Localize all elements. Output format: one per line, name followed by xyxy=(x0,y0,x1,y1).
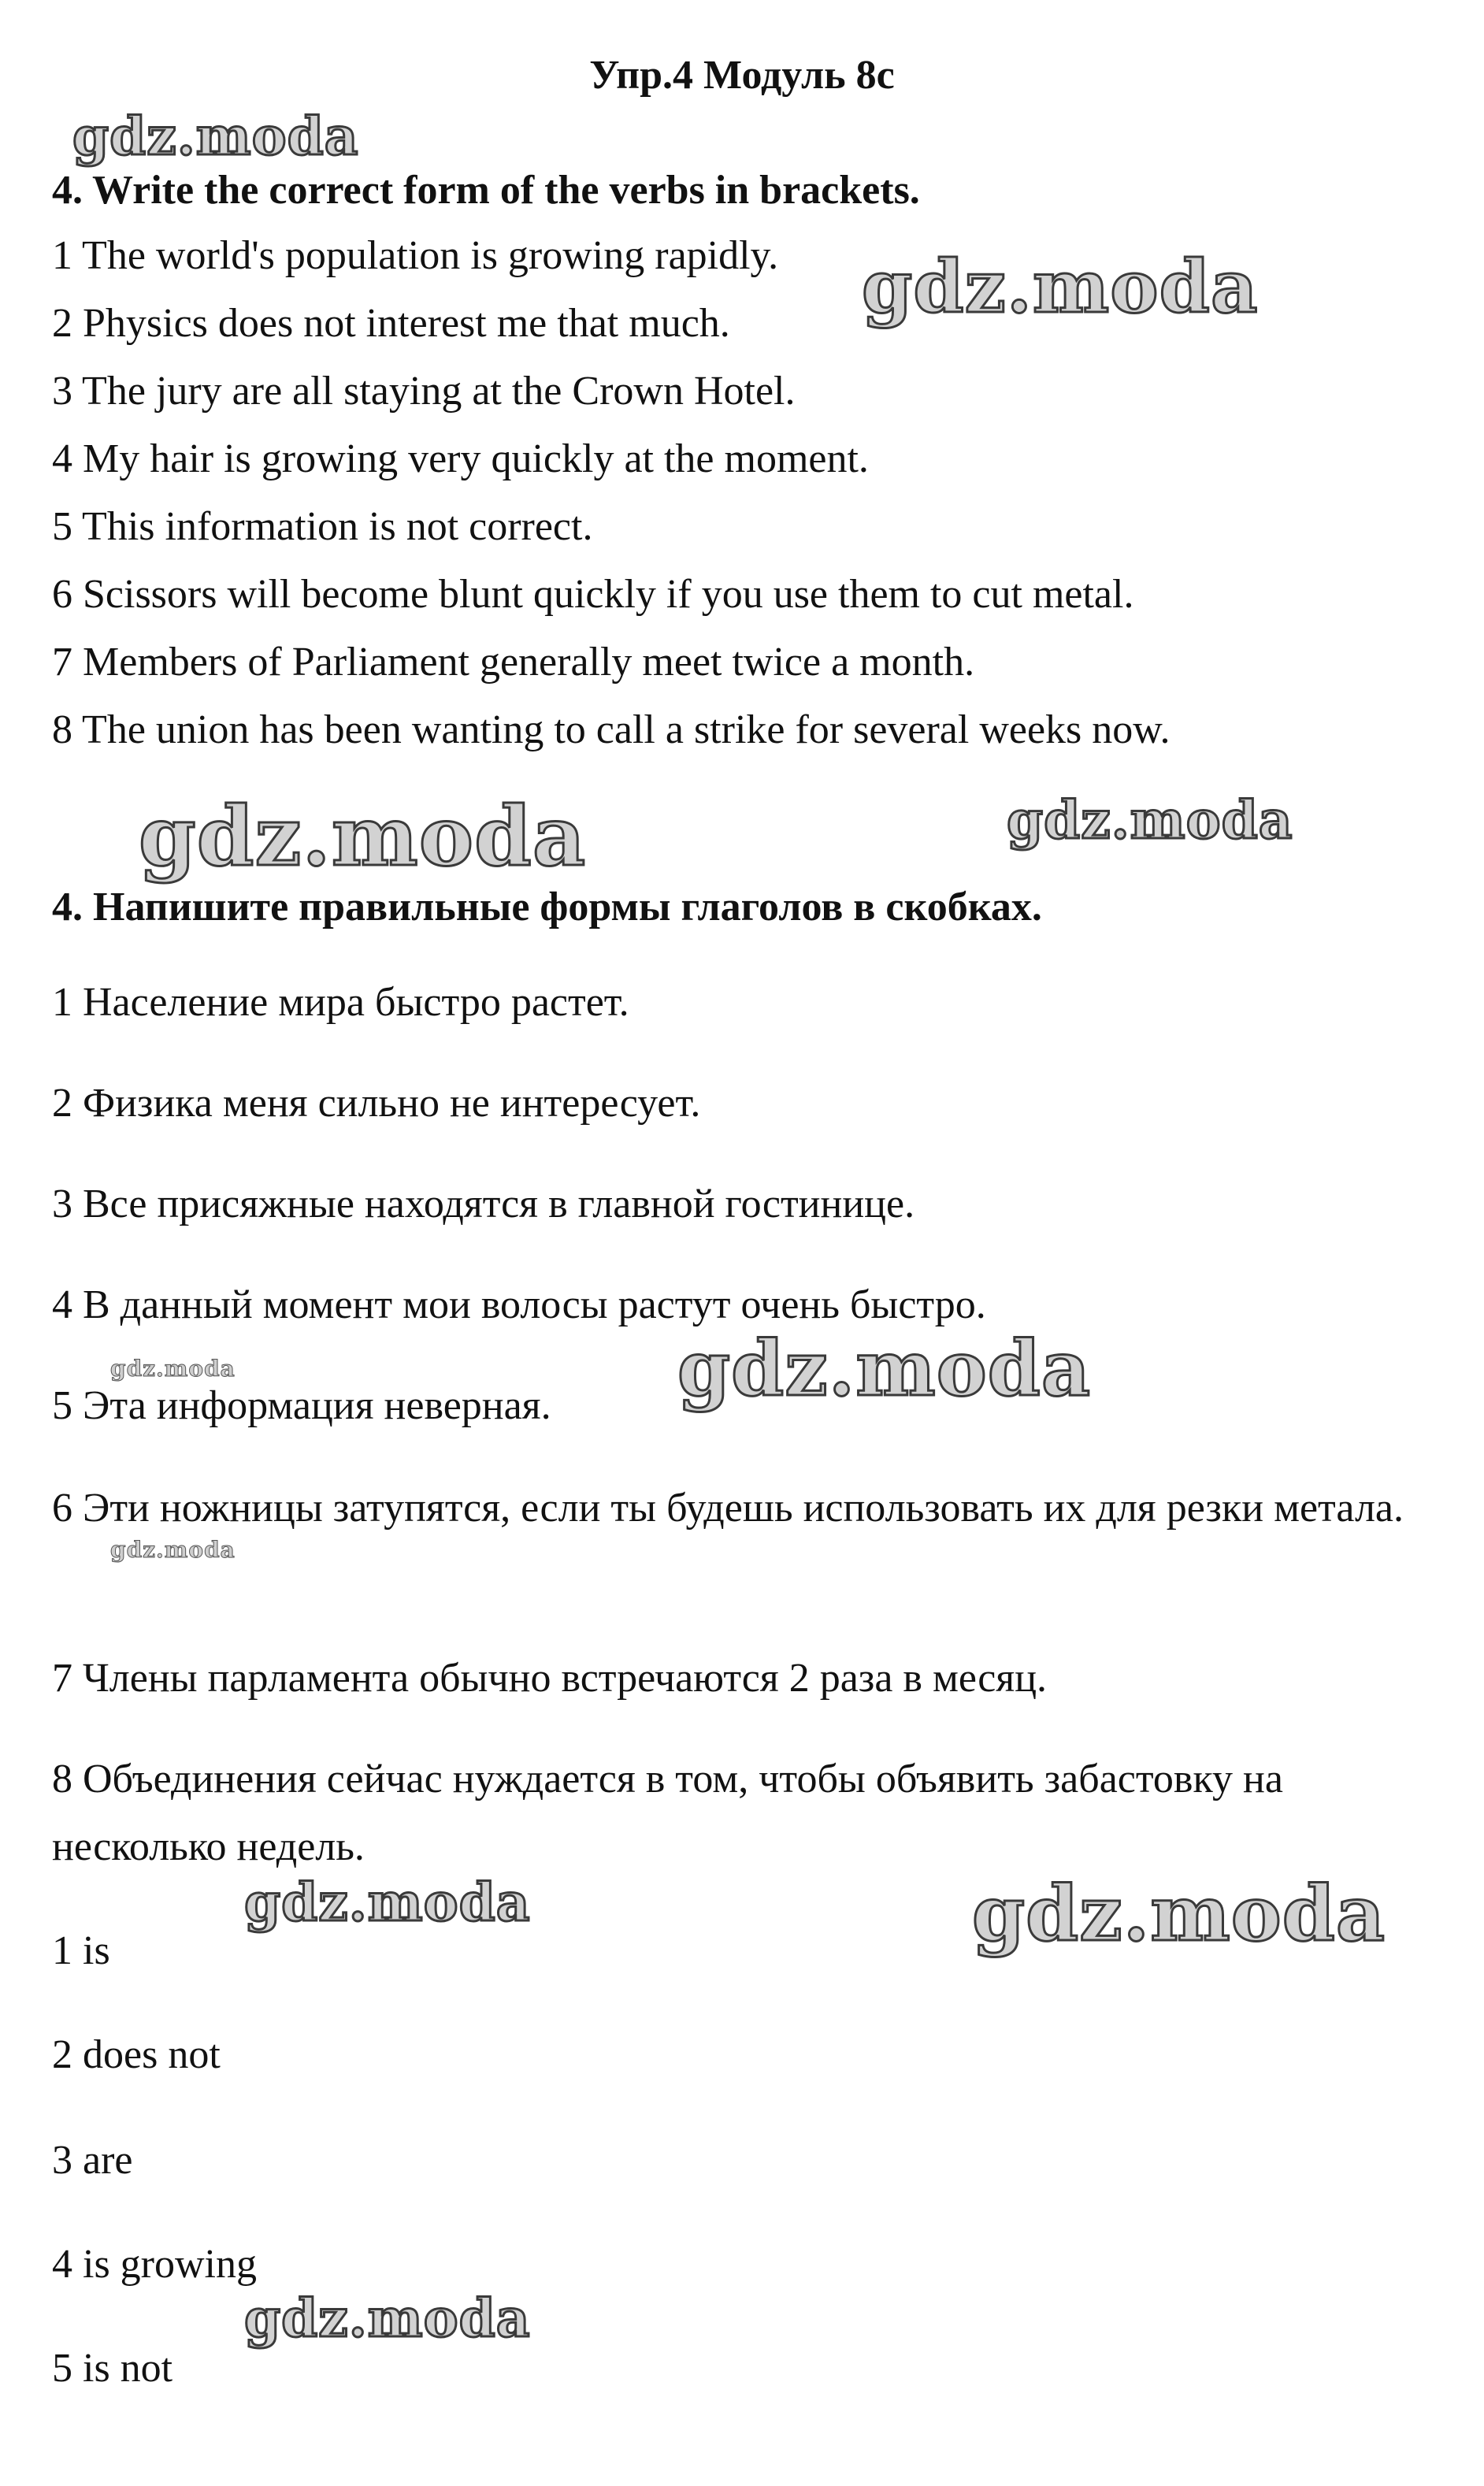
russian-sentence: 2 Физика меня сильно не интересует. xyxy=(52,1081,701,1126)
russian-sentence: 1 Население мира быстро растет. xyxy=(52,980,629,1025)
watermark-logo: gdz.moda xyxy=(677,1324,1092,1413)
watermark-logo: gdz.moda xyxy=(244,2287,531,2349)
watermark-logo: gdz.moda xyxy=(110,1537,236,1563)
watermark-logo: gdz.moda xyxy=(862,244,1259,329)
watermark-logo: gdz.moda xyxy=(244,1872,531,1933)
russian-task-heading: 4. Напишите правильные формы глаголов в скобках. xyxy=(52,885,1042,929)
english-sentence: 3 The jury are all staying at the Crown Hotel. xyxy=(52,369,796,414)
watermark-logo: gdz.moda xyxy=(972,1869,1386,1958)
russian-sentence: 6 Эти ножницы затупятся, если ты будешь использовать их для резки метала. xyxy=(52,1486,1404,1531)
russian-sentence: 5 Эта информация неверная. xyxy=(52,1383,551,1428)
watermark-logo: gdz.moda xyxy=(139,788,587,885)
english-sentence: 1 The world's population is growing rapidly. xyxy=(52,233,779,278)
answer-item: 2 does not xyxy=(52,2032,221,2077)
answer-item: 1 is xyxy=(52,1928,110,1973)
page-title: Упр.4 Модуль 8с xyxy=(589,53,895,98)
watermark-logo: gdz.moda xyxy=(1007,789,1293,851)
russian-sentence: 8 Объединения сейчас нуждается в том, чтобы объявить забастовку на несколько недель. xyxy=(52,1757,1283,1869)
russian-sentence: 7 Члены парламента обычно встречаются 2 раза в месяц. xyxy=(52,1656,1048,1701)
russian-sentence: 4 В данный момент мои волосы растут очень быстро. xyxy=(52,1282,986,1327)
answer-item: 4 is growing xyxy=(52,2242,257,2287)
english-sentence: 2 Physics does not interest me that much. xyxy=(52,301,730,346)
watermark-logo: gdz.moda xyxy=(72,106,359,167)
english-task-heading: 4. Write the correct form of the verbs in brackets. xyxy=(52,168,920,213)
english-sentence: 4 My hair is growing very quickly at the moment. xyxy=(52,436,869,481)
russian-sentence: 3 Все присяжные находятся в главной гостинице. xyxy=(52,1182,915,1226)
watermark-logo: gdz.moda xyxy=(110,1356,236,1382)
english-sentence: 6 Scissors will become blunt quickly if you use them to cut metal. xyxy=(52,572,1134,617)
english-sentence: 5 This information is not correct. xyxy=(52,504,593,549)
answer-item: 5 is not xyxy=(52,2346,173,2391)
answer-item: 3 are xyxy=(52,2138,133,2183)
english-sentence: 7 Members of Parliament generally meet twice a month. xyxy=(52,640,975,685)
english-sentence: 8 The union has been wanting to call a strike for several weeks now. xyxy=(52,707,1171,752)
